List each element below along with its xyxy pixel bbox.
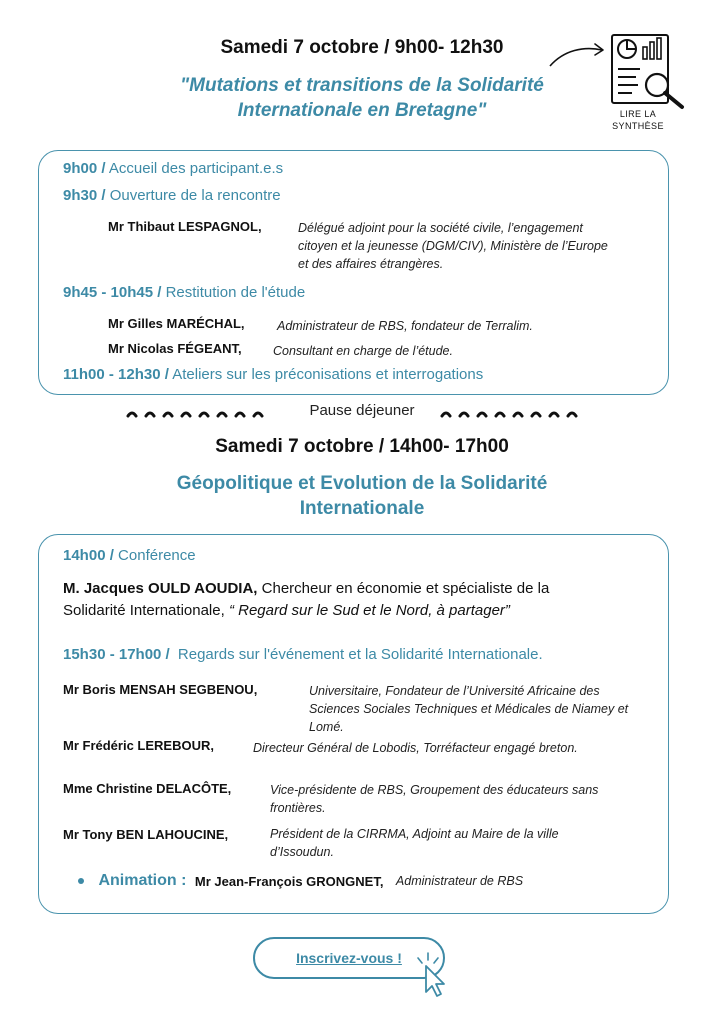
report-label[interactable]: LIRE LA SYNTHÈSE bbox=[612, 109, 664, 131]
agenda-item: 9h45 - 10h45 / Restitution de l'étude bbox=[63, 284, 306, 301]
speaker-role: Délégué adjoint pour la société civile, l’engagement citoyen et la jeunesse (DGM/CIV), Ministère de l’Europe et des affaires étrangères. bbox=[298, 221, 608, 271]
speaker-name: Mr Tony BEN LAHOUCINE, bbox=[63, 827, 229, 842]
speaker-role: Président de la CIRRMA, Adjoint au Maire de la ville d’Issoudun. bbox=[270, 827, 559, 859]
session2-theme: Géopolitique et Evolution de la Solidarité Internationale bbox=[176, 473, 548, 519]
speaker-name: Mr Nicolas FÉGEANT, bbox=[108, 341, 242, 356]
speaker-role: Universitaire, Fondateur de l’Université Africaine des Sciences Sociales Techniques et Médicales de Niamey et Lomé. bbox=[309, 684, 629, 734]
speaker-name: Mme Christine DELACÔTE, bbox=[63, 781, 232, 796]
session1-heading: Samedi 7 octobre / 9h00- 12h30 bbox=[220, 37, 504, 58]
speaker-name: Mr Thibaut LESPAGNOL, bbox=[108, 219, 262, 234]
speaker-role: Directeur Général de Lobodis, Torréfacteur engagé breton. bbox=[253, 741, 578, 755]
register-button[interactable]: Inscrivez-vous ! bbox=[253, 937, 445, 979]
conference-speaker: M. Jacques OULD AOUDIA, Chercheur en économie et spécialiste de la Solidarité Internationale, “ Regard sur le Sud et le Nord, à partager” bbox=[63, 580, 550, 619]
speaker-name: Mr Frédéric LEREBOUR, bbox=[63, 738, 214, 753]
arrow-right-icon bbox=[546, 40, 608, 70]
cursor-click-icon bbox=[412, 950, 452, 998]
speaker-role: Administrateur de RBS, fondateur de Terralim. bbox=[277, 319, 533, 333]
agenda-item: 11h00 - 12h30 / Ateliers sur les préconisations et interrogations bbox=[63, 366, 484, 383]
session2-heading: Samedi 7 octobre / 14h00- 17h00 bbox=[215, 436, 509, 457]
agenda-item: 9h30 / Ouverture de la rencontre bbox=[63, 187, 281, 204]
animation-row: Animation : Mr Jean-François GRONGNET, Administrateur de RBS bbox=[78, 872, 523, 890]
agenda-item: 15h30 - 17h00 / Regards sur l'événement et la Solidarité Internationale. bbox=[63, 646, 543, 663]
dotted-line-right bbox=[440, 404, 590, 420]
agenda-item: 14h00 / Conférence bbox=[63, 547, 196, 564]
session1-theme: "Mutations et transitions de la Solidarité Internationale en Bretagne" bbox=[180, 75, 544, 121]
speaker-role: Vice-présidente de RBS, Groupement des éducateurs sans frontières. bbox=[270, 783, 599, 815]
speaker-name: Mr Gilles MARÉCHAL, bbox=[108, 316, 245, 331]
pause-divider bbox=[0, 402, 724, 424]
speaker-role: Consultant en charge de l’étude. bbox=[273, 344, 453, 358]
speaker-name: Mr Boris MENSAH SEGBENOU, bbox=[63, 682, 258, 697]
pause-label: Pause déjeuner bbox=[309, 402, 415, 419]
bullet-icon bbox=[78, 878, 84, 884]
agenda-item: 9h00 / Accueil des participant.e.s bbox=[63, 160, 284, 177]
